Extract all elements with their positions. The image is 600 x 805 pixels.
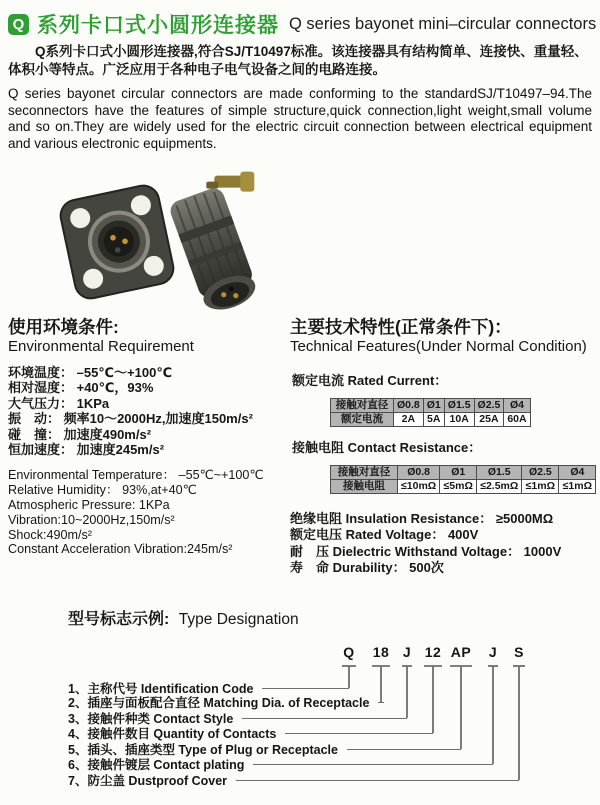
designation-item-4: [68, 725, 433, 741]
designation-item-6: [68, 756, 493, 772]
environment-section: [8, 317, 286, 557]
table-cell: 25A: [474, 413, 504, 427]
col-header: 接触对直径: [331, 466, 398, 480]
intro-paragraph-zh: Q系列卡口式小圆形连接器,符合SJ/T10497标准。该连接器具有结构简单、连接快、重量轻、体积小等特点。广泛应用于各种电子电气设备之间的电路连接。: [8, 44, 588, 77]
env-en-acceleration: Constant Acceleration Vibration:245m/s²: [8, 542, 233, 557]
row-header: 接触电阻: [331, 480, 398, 494]
connector-line: [253, 764, 493, 765]
col-header: Ø1.5: [477, 466, 522, 480]
designation-item-7: [68, 772, 519, 788]
table-cell: ≤5mΩ: [440, 480, 477, 494]
connector-line: [378, 702, 384, 703]
connector-line: [347, 749, 461, 750]
env-en-pressure: Atmospheric Pressure: 1KPa: [8, 498, 170, 513]
designation-item-label: 4、接触件数目 Quantity of Contacts: [68, 727, 277, 741]
designation-title: [68, 606, 299, 629]
env-en-temperature: Environmental Temperature： –55℃~+100℃: [8, 468, 264, 483]
connector-line: [236, 780, 519, 781]
table-row: [331, 480, 596, 494]
intro-paragraph-en: Q series bayonet circular connectors are made conforming to the standardSJ/T10497–94.The seconnectors have the features of simple structure,quick connection,light weight,small volume and so on.They are widely used for the electric circuit connection between electrical equipment and various electronic equipments.: [8, 86, 592, 151]
col-header: Ø0.8: [394, 399, 424, 413]
col-header: Ø4: [504, 399, 530, 413]
table-row: [331, 466, 596, 480]
env-en-vibration: Vibration:10~2000Hz,150m/s²: [8, 512, 175, 527]
contact-resistance-label: 接触电阻 Contact Resistance：: [292, 440, 482, 455]
col-header: Ø1.5: [444, 399, 474, 413]
col-header: Ø2.5: [522, 466, 559, 480]
page-header: [8, 9, 596, 39]
technical-title-en: Technical Features(Under Normal Condition): [290, 338, 587, 355]
connector-line: [285, 733, 433, 734]
product-photos: [0, 163, 600, 315]
rated-current-table: [330, 398, 531, 427]
page-title-en: Q series bayonet mini–circular connectors: [289, 14, 597, 33]
col-header: 接触对直径: [331, 399, 394, 413]
env-en-shock: Shock:490m/s²: [8, 527, 92, 542]
table-cell: 5A: [423, 413, 444, 427]
rated-current-label: 额定电流 Rated Current：: [292, 373, 448, 388]
page-title-zh: 系列卡口式小圆形连接器: [37, 14, 279, 37]
designation-diagram: [0, 640, 600, 802]
env-en-humidity: Relative Humidity： 93%,at+40℃: [8, 483, 197, 498]
environment-list-en: [8, 468, 286, 557]
code-letter-1: Q: [343, 644, 355, 660]
spec-insulation-resistance: 绝缘电阻 Insulation Resistance： ≥5000MΩ: [290, 511, 554, 526]
col-header: Ø1: [440, 466, 477, 480]
designation-item-label: 2、插座与面板配合直径 Matching Dia. of Receptacle: [68, 696, 370, 710]
designation-title-en: Type Designation: [178, 611, 299, 628]
code-letter-4: 12: [424, 644, 442, 660]
designation-item-label: 1、主称代号 Identification Code: [68, 682, 254, 696]
technical-section: [290, 317, 596, 576]
row-header: 额定电流: [331, 413, 394, 427]
designation-item-label: 6、接触件镀层 Contact plating: [68, 758, 245, 772]
designation-title-zh: 型号标志示例:: [68, 611, 170, 628]
photo-flange-receptacle: [58, 183, 177, 302]
env-zh-pressure: 大气压力： 1KPa: [8, 395, 110, 411]
connector-line: [262, 688, 349, 689]
env-zh-humidity: 相对湿度： +40℃，93%: [8, 380, 154, 396]
table-cell: 10A: [444, 413, 474, 427]
env-zh-vibration: 振 动： 频率10～2000Hz,加速度150m/s²: [8, 411, 253, 427]
environment-title-en: Environmental Requirement: [8, 338, 194, 355]
q-series-badge: Q: [8, 14, 29, 35]
code-letter-3: J: [402, 644, 412, 660]
col-header: Ø4: [559, 466, 596, 480]
photo-plug: [161, 163, 295, 315]
designation-item-label: 3、接触件种类 Contact Style: [68, 712, 234, 726]
technical-title-zh: 主要技术特性(正常条件下)：: [290, 317, 512, 337]
designation-item-2: [68, 694, 381, 710]
environment-list-zh: [8, 365, 286, 457]
connector-line: [242, 718, 407, 719]
table-cell: ≤2.5mΩ: [477, 480, 522, 494]
designation-item-label: 5、插头、插座类型 Type of Plug or Receptacle: [68, 743, 338, 757]
spec-lines: [290, 511, 596, 576]
designation-item-label: 7、防尘盖 Dustproof Cover: [68, 774, 228, 788]
env-zh-temperature: 环境温度： –55℃～+100℃: [8, 365, 173, 380]
table-row: [331, 399, 531, 413]
col-header: Ø0.8: [398, 466, 440, 480]
table-cell: 60A: [504, 413, 530, 427]
table-cell: ≤10mΩ: [398, 480, 440, 494]
connector-photo-illustration: [0, 163, 600, 315]
spec-durability: 寿 命 Durability： 500次: [290, 559, 444, 575]
code-letter-2: 18: [372, 644, 390, 660]
contact-resistance-table: [330, 465, 596, 494]
table-cell: ≤1mΩ: [522, 480, 559, 494]
spec-rated-voltage: 额定电压 Rated Voltage： 400V: [290, 527, 479, 543]
table-row: [331, 413, 531, 427]
spec-withstand-voltage: 耐 压 Dielectric Withstand Voltage： 1000V: [290, 543, 562, 559]
table-cell: ≤1mΩ: [559, 480, 596, 494]
env-zh-acceleration: 恒加速度： 加速度245m/s²: [8, 442, 165, 458]
environment-title-zh: 使用环境条件:: [8, 317, 119, 337]
code-letter-7: S: [514, 644, 524, 660]
code-letter-6: J: [488, 644, 498, 660]
col-header: Ø2.5: [474, 399, 504, 413]
code-letter-5: AP: [450, 644, 472, 660]
env-zh-shock: 碰 撞： 加速度490m/s²: [8, 426, 152, 442]
col-header: Ø1: [423, 399, 444, 413]
table-cell: 2A: [394, 413, 424, 427]
